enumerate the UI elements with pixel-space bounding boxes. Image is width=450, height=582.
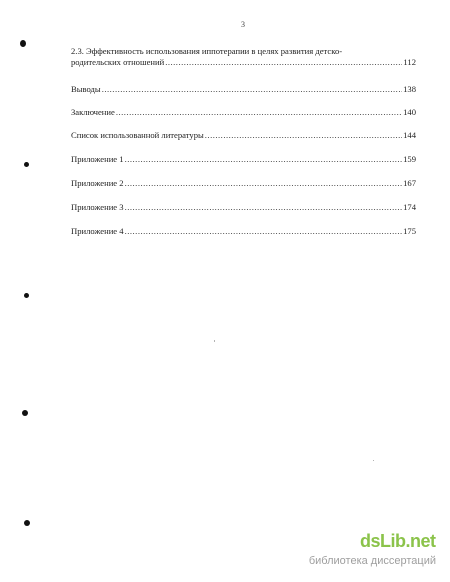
toc-entry-page: 140 (403, 107, 416, 117)
toc-entry-title: родительских отношений (71, 57, 165, 67)
toc-leader-dots (205, 130, 402, 141)
watermark-logo: dsLib.net (360, 531, 436, 551)
toc-entry-page: 175 (403, 226, 416, 236)
toc-leader-dots (125, 178, 403, 189)
toc-entry-conclusions (71, 84, 416, 95)
scan-hole-mark (20, 40, 26, 47)
toc-entry-title: Приложение 4 (71, 226, 124, 236)
scan-hole-mark (22, 410, 28, 416)
scan-hole-mark (24, 162, 29, 167)
toc-entry-title: Приложение 2 (71, 178, 124, 188)
toc-entry-title: Приложение 3 (71, 202, 124, 212)
toc-leader-dots (125, 202, 403, 213)
toc-entry-references (71, 130, 416, 141)
toc-entry-title: Приложение 1 (71, 154, 124, 164)
scan-hole-mark (24, 520, 30, 526)
toc-entry-page: 167 (403, 178, 416, 188)
toc-leader-dots (102, 84, 402, 95)
toc-entry-title: Выводы (71, 84, 101, 94)
toc-entry-page: 159 (403, 154, 416, 164)
toc-entry-title: Заключение (71, 107, 115, 117)
page-number: 3 (241, 20, 245, 29)
toc-entry-page: 112 (403, 57, 416, 67)
scan-speck (214, 340, 215, 342)
toc-leader-dots (116, 107, 402, 118)
toc-entry-appendix-1 (71, 154, 416, 165)
toc-entry-appendix-2 (71, 178, 416, 189)
toc-entry-conclusion (71, 107, 416, 118)
scan-hole-mark (24, 293, 29, 298)
toc-leader-dots (125, 226, 403, 237)
toc-entry-title: Список использованной литературы (71, 130, 204, 140)
scan-speck (373, 460, 374, 461)
toc-entry-page: 144 (403, 130, 416, 140)
toc-entry-page: 138 (403, 84, 416, 94)
toc-leader-dots (125, 154, 403, 165)
toc-entry-page: 174 (403, 202, 416, 212)
watermark-subtitle: библиотека диссертаций (308, 555, 436, 567)
toc-entry-2-3 (71, 46, 416, 68)
toc-leader-dots (165, 57, 402, 68)
dslib-watermark (270, 531, 440, 575)
toc-entry-appendix-3 (71, 202, 416, 213)
toc-entry-title-line1: 2.3. Эффективность использования иппотерапии в целях развития детско- (71, 46, 343, 56)
toc-entry-appendix-4 (71, 226, 416, 237)
